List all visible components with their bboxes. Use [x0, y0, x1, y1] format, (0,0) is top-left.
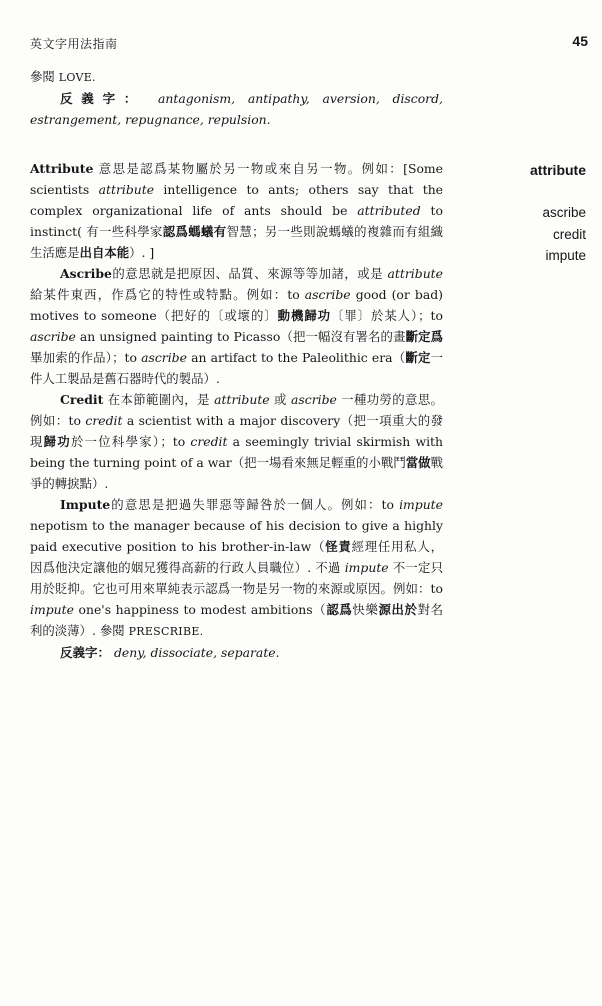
- margin-item-impute: impute: [545, 248, 586, 263]
- main-text-column: [30, 66, 443, 663]
- antonyms-list: antagonism, antipathy, aversion, discord, estrangement, repugnance, repulsion.: [30, 91, 443, 127]
- margin-keywords: [466, 160, 586, 267]
- margin-item-credit: credit: [552, 226, 586, 242]
- credit-paragraph: Credit 在本節範圍內，是 attribute 或 ascribe 一種功勞的意思。例如：to credit a scientist with a major discovery（把一項重大的發現歸功於一位科學家）；to credit a seemingly trivial skirmish with being the turning point of a war（把一場看來無足輕重的小戰鬥當做戰爭的轉捩點）.: [30, 392, 443, 491]
- final-antonyms: [30, 642, 443, 663]
- margin-item-ascribe: ascribe: [542, 205, 586, 220]
- term-credit: Credit: [60, 392, 104, 407]
- antonyms-list: deny, dissociate, separate.: [113, 645, 280, 660]
- running-header: 英文字用法指南: [30, 37, 118, 51]
- term-ascribe: Ascribe: [60, 266, 112, 281]
- love-ref: LOVE.: [58, 71, 96, 84]
- antonyms-label: 反義字：: [60, 91, 146, 106]
- term-attribute: Attribute: [30, 161, 94, 176]
- love-antonyms: [30, 88, 443, 130]
- attribute-paragraph: Attribute 意思是認爲某物屬於另一物或來自另一物。例如：[Some scientists attribute intelligence to ants; others say that the complex organizational life of ants should be attributed to instinct( 有一些科學家認爲螞蟻有智慧；另一些則說螞蟻的複雜而有組織生活應是出自本能）. ]: [30, 161, 444, 260]
- term-impute: Impute: [60, 497, 111, 512]
- impute-paragraph: Impute的意思是把過失罪惡等歸咎於一個人。例如：to impute nepotism to the manager because of his decision to give a highly paid executive position to his brother-in-law（怪責經理任用私人，因爲他決定讓他的姻兄獲得高薪的行政人員職位）. 不過 impute 不一定只用於貶抑。它也可用來單純表示認爲一物是另一物的來源或原因。例如：to impute one's happiness to modest ambitions（認爲快樂源出於對名利的淡薄）. 參閱 PRESCRIBE.: [30, 497, 444, 638]
- love-see-also: 參閱 LOVE.: [30, 69, 96, 84]
- page-number: 45: [572, 33, 588, 49]
- ascribe-paragraph: Ascribe的意思就是把原因、品質、來源等等加諸，或是 attribute 給某件東西，作爲它的特性或特點。例如：to ascribe good (or bad) motives to someone（把好的〔或壞的〕動機歸功〔罪〕於某人）；to ascribe an unsigned painting to Picasso（把一幅沒有署名的畫斷定爲畢加索的作品）；to ascribe an artifact to the Paleolithic era（斷定一件人工製品是舊石器時代的製品）.: [30, 266, 443, 386]
- margin-head-attribute: attribute: [530, 162, 586, 178]
- antonyms-label: 反義字：: [60, 645, 111, 660]
- prescribe-ref: PRESCRIBE.: [128, 625, 204, 638]
